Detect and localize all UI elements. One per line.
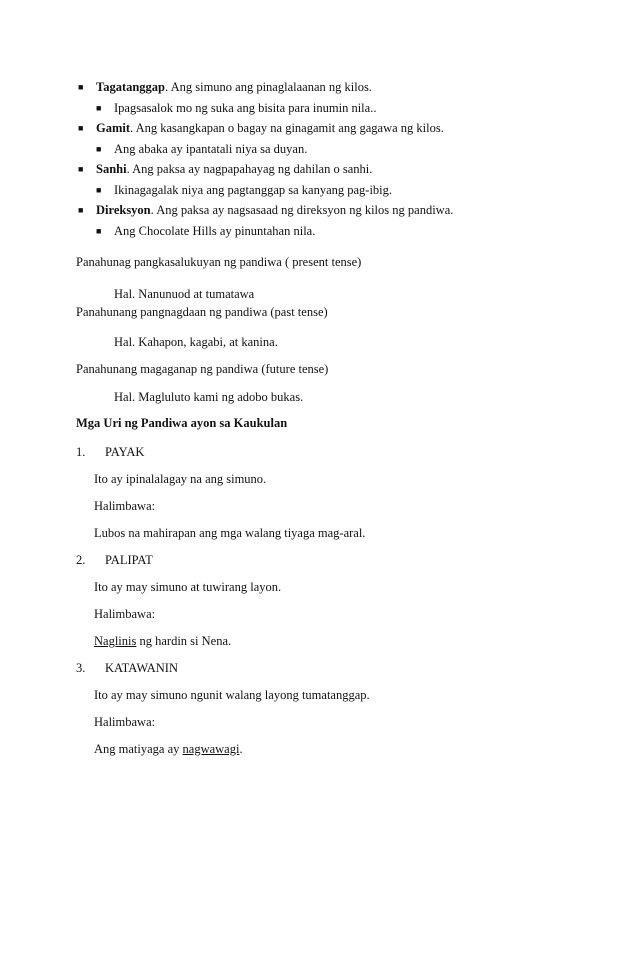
sub-bullet-marker: ■	[96, 226, 102, 236]
type-number: 2.	[76, 553, 86, 567]
bullet-marker: ■	[78, 164, 84, 174]
bullet-item-gamit	[96, 121, 444, 136]
bullet-marker: ■	[78, 82, 84, 92]
type-example	[94, 634, 231, 649]
tense-present-example: Hal. Nanunuod at tumatawa	[114, 287, 255, 301]
halimbawa-label: Halimbawa:	[94, 715, 156, 729]
type-example	[94, 526, 365, 541]
halimbawa-label: Halimbawa:	[94, 499, 156, 513]
tense-present-label: Panahunag pangkasalukuyan ng pandiwa ( present tense)	[76, 255, 362, 269]
type-example	[94, 742, 243, 757]
example-text: .	[239, 742, 243, 756]
bullet-example: Ang Chocolate Hills ay pinuntahan nila.	[114, 224, 316, 238]
section-title: Mga Uri ng Pandiwa ayon sa Kaukulan	[76, 416, 288, 430]
bullet-item-direksyon	[96, 203, 453, 218]
type-name: KATAWANIN	[105, 661, 178, 675]
bullet-text: . Ang simuno ang pinaglalaanan ng kilos.	[165, 80, 372, 94]
tense-future-label: Panahunang magaganap ng pandiwa (future tense)	[76, 362, 329, 376]
bullet-term: Tagatanggap	[96, 80, 166, 94]
bullet-marker: ■	[78, 123, 84, 133]
bullet-term: Gamit	[96, 121, 131, 135]
tense-future-example: Hal. Magluluto kami ng adobo bukas.	[114, 390, 304, 404]
bullet-item-sanhi	[96, 162, 372, 177]
type-description: Ito ay may simuno ngunit walang layong tumatanggap.	[94, 688, 370, 702]
type-number: 1.	[76, 445, 86, 459]
underlined-verb: nagwawagi	[182, 742, 240, 756]
halimbawa-label: Halimbawa:	[94, 607, 156, 621]
bullet-example: Ikinagagalak niya ang pagtanggap sa kanyang pag-ibig.	[114, 183, 393, 197]
type-name: PALIPAT	[105, 553, 153, 567]
type-description: Ito ay ipinalalagay na ang simuno.	[94, 472, 267, 486]
example-text: Lubos na mahirapan ang mga walang tiyaga mag-aral.	[94, 526, 366, 540]
sub-bullet-marker: ■	[96, 144, 102, 154]
bullet-example: Ang abaka ay ipantatali niya sa duyan.	[114, 142, 308, 156]
bullet-item-tagatanggap	[96, 80, 372, 95]
type-description: Ito ay may simuno at tuwirang layon.	[94, 580, 282, 594]
bullet-text: . Ang paksa ay nagpapahayag ng dahilan o sanhi.	[126, 162, 373, 176]
type-name: PAYAK	[105, 445, 145, 459]
bullet-text: . Ang kasangkapan o bagay na ginagamit ang gagawa ng kilos.	[130, 121, 444, 135]
bullet-term: Direksyon	[96, 203, 151, 217]
tense-past-example: Hal. Kahapon, kagabi, at kanina.	[114, 335, 278, 349]
bullet-example: Ipagsasalok mo ng suka ang bisita para inumin nila..	[114, 101, 377, 115]
underlined-verb: Naglinis	[94, 634, 137, 648]
example-text: Ang matiyaga ay	[94, 742, 183, 756]
bullet-term: Sanhi	[96, 162, 127, 176]
example-text: ng hardin si Nena.	[136, 634, 232, 648]
bullet-text: . Ang paksa ay nagsasaad ng direksyon ng kilos ng pandiwa.	[150, 203, 454, 217]
sub-bullet-marker: ■	[96, 185, 102, 195]
type-number: 3.	[76, 661, 86, 675]
tense-past-label: Panahunang pangnagdaan ng pandiwa (past tense)	[76, 305, 328, 319]
bullet-marker: ■	[78, 205, 84, 215]
sub-bullet-marker: ■	[96, 103, 102, 113]
